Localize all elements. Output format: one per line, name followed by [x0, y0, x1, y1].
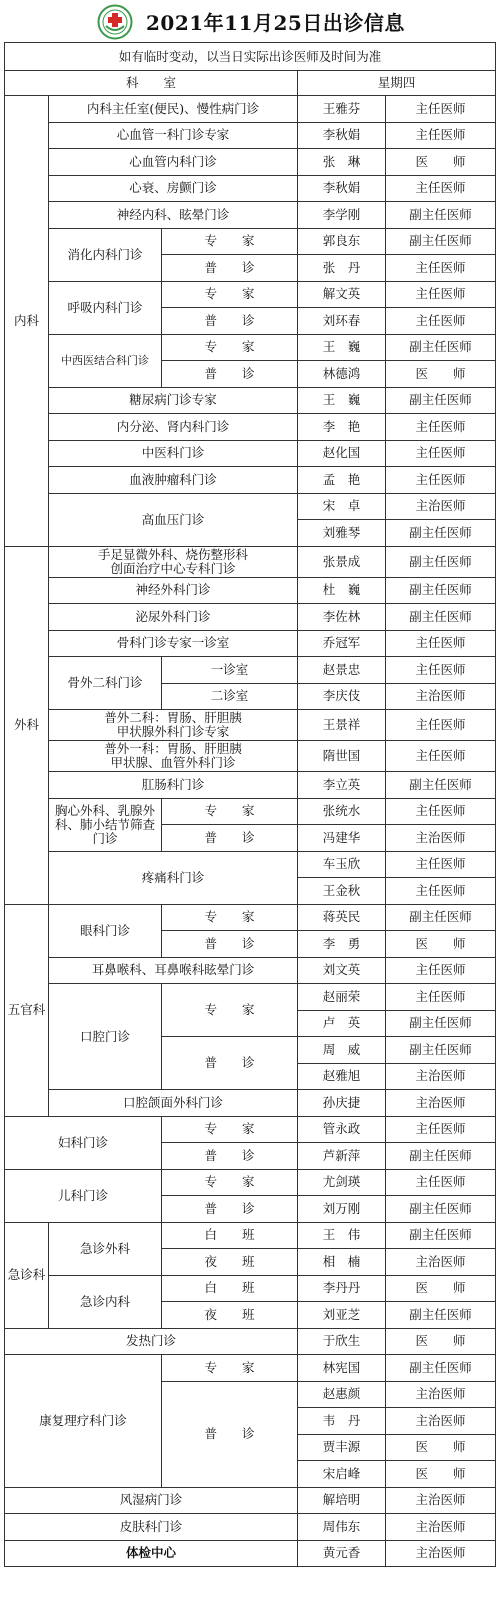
table-row [5, 741, 496, 772]
doctor-title: 副主任医师 [386, 202, 496, 229]
doctor-name: 解培明 [298, 1487, 386, 1514]
doctor-name: 王景祥 [298, 710, 386, 741]
doctor-name: 蒋英民 [298, 904, 386, 931]
visit-type: 普 诊 [162, 1381, 298, 1487]
doctor-title: 主任医师 [386, 657, 496, 684]
table-row [5, 96, 496, 123]
visit-type: 二诊室 [162, 683, 298, 710]
doctor-title: 主任医师 [386, 957, 496, 984]
doctor-title: 副主任医师 [386, 387, 496, 414]
dept-name: 高血压门诊 [49, 493, 298, 546]
table-row [5, 1328, 496, 1355]
doctor-name: 宋 卓 [298, 493, 386, 520]
doctor-title: 主任医师 [386, 440, 496, 467]
visit-type: 普 诊 [162, 825, 298, 852]
dept-name: 皮肤科门诊 [5, 1514, 298, 1541]
table-row [5, 467, 496, 494]
doctor-name: 相 楠 [298, 1249, 386, 1276]
dept-name-line: 甲状腺、血管外科门诊 [110, 755, 236, 770]
dept-name: 泌尿外科门诊 [49, 604, 298, 631]
doctor-name: 李佐林 [298, 604, 386, 631]
doctor-title: 医 师 [386, 1434, 496, 1461]
table-row [5, 414, 496, 441]
doctor-title: 主任医师 [386, 630, 496, 657]
doctor-title: 主治医师 [386, 1063, 496, 1090]
doctor-title: 主治医师 [386, 493, 496, 520]
doctor-name: 张统水 [298, 798, 386, 825]
doctor-title: 医 师 [386, 149, 496, 176]
table-row [5, 577, 496, 604]
doctor-name: 刘万刚 [298, 1196, 386, 1223]
table-row [5, 1090, 496, 1117]
doctor-title: 主治医师 [386, 825, 496, 852]
visit-type: 普 诊 [162, 1037, 298, 1090]
dept-name: 呼吸内科门诊 [49, 281, 162, 334]
doctor-name: 王雅芬 [298, 96, 386, 123]
table-row [5, 657, 496, 684]
doctor-name: 张 琳 [298, 149, 386, 176]
doctor-title: 副主任医师 [386, 334, 496, 361]
doctor-name: 刘环春 [298, 308, 386, 335]
doctor-name: 赵丽荣 [298, 984, 386, 1011]
doctor-name: 赵景忠 [298, 657, 386, 684]
doctor-title: 副主任医师 [386, 772, 496, 799]
doctor-title: 主任医师 [386, 984, 496, 1011]
dept-name: 急诊内科 [49, 1275, 162, 1328]
dept-name: 眼科门诊 [49, 904, 162, 957]
doctor-name: 李立英 [298, 772, 386, 799]
table-row [5, 904, 496, 931]
doctor-name: 王 伟 [298, 1222, 386, 1249]
dept-name: 内科主任室(便民)、慢性病门诊 [49, 96, 298, 123]
dept-name: 神经外科门诊 [49, 577, 298, 604]
dept-name: 血液肿瘤科门诊 [49, 467, 298, 494]
hospital-emblem-icon [97, 4, 133, 40]
table-row [5, 851, 496, 878]
table-row [5, 228, 496, 255]
page-header [0, 0, 500, 42]
doctor-title: 医 师 [386, 1275, 496, 1302]
dept-name: 消化内科门诊 [49, 228, 162, 281]
doctor-title: 主任医师 [386, 255, 496, 282]
table-row [5, 772, 496, 799]
doctor-title: 副主任医师 [386, 228, 496, 255]
section-label: 急诊科 [5, 1222, 49, 1328]
table-row [5, 334, 496, 361]
doctor-title: 主任医师 [386, 878, 496, 905]
column-header-day: 星期四 [298, 71, 496, 96]
visit-type: 专 家 [162, 904, 298, 931]
doctor-name: 车玉欣 [298, 851, 386, 878]
visit-type: 普 诊 [162, 931, 298, 958]
doctor-title: 主任医师 [386, 1169, 496, 1196]
table-row [5, 202, 496, 229]
doctor-name: 宋启峰 [298, 1461, 386, 1488]
doctor-name: 孟 艳 [298, 467, 386, 494]
dept-name: 疼痛科门诊 [49, 851, 298, 904]
section-label: 五官科 [5, 904, 49, 1116]
header-row [5, 71, 496, 96]
dept-name: 肛肠科门诊 [49, 772, 298, 799]
doctor-title: 主任医师 [386, 122, 496, 149]
doctor-title: 副主任医师 [386, 604, 496, 631]
table-row [5, 546, 496, 577]
doctor-title: 主治医师 [386, 1487, 496, 1514]
dept-name: 心血管内科门诊 [49, 149, 298, 176]
doctor-name: 韦 丹 [298, 1408, 386, 1435]
visit-type: 专 家 [162, 1169, 298, 1196]
table-row [5, 1116, 496, 1143]
doctor-name: 周 威 [298, 1037, 386, 1064]
table-row [5, 984, 496, 1011]
dept-name-line: 甲状腺外科门诊专家 [116, 724, 230, 739]
dept-name: 心衰、房颤门诊 [49, 175, 298, 202]
doctor-name: 尤剑瑛 [298, 1169, 386, 1196]
dept-name: 心血管一科门诊专家 [49, 122, 298, 149]
doctor-title: 主任医师 [386, 467, 496, 494]
doctor-title: 医 师 [386, 931, 496, 958]
doctor-name: 芦新萍 [298, 1143, 386, 1170]
doctor-title: 主治医师 [386, 1090, 496, 1117]
table-row [5, 175, 496, 202]
dept-name [49, 710, 298, 741]
table-row [5, 710, 496, 741]
doctor-name: 赵惠颜 [298, 1381, 386, 1408]
doctor-name: 李 勇 [298, 931, 386, 958]
dept-name: 发热门诊 [5, 1328, 298, 1355]
doctor-name: 刘雅琴 [298, 520, 386, 547]
doctor-name: 李丹丹 [298, 1275, 386, 1302]
dept-name: 中医科门诊 [49, 440, 298, 467]
dept-name-line: 普外二科：胃肠、肝胆胰 [104, 710, 242, 725]
table-row [5, 440, 496, 467]
table-row [5, 493, 496, 520]
visit-type: 专 家 [162, 281, 298, 308]
visit-type: 专 家 [162, 984, 298, 1037]
doctor-name: 李庆伎 [298, 683, 386, 710]
doctor-name: 管永政 [298, 1116, 386, 1143]
table-row [5, 1487, 496, 1514]
dept-name [49, 798, 162, 851]
doctor-title: 主任医师 [386, 798, 496, 825]
dept-name: 糖尿病门诊专家 [49, 387, 298, 414]
doctor-name: 刘亚芝 [298, 1302, 386, 1329]
table-row [5, 1169, 496, 1196]
doctor-name: 张景成 [298, 546, 386, 577]
doctor-title: 主治医师 [386, 1408, 496, 1435]
schedule-table [4, 42, 496, 1567]
table-row [5, 604, 496, 631]
column-header-dept: 科 室 [5, 71, 298, 96]
visit-type: 普 诊 [162, 1196, 298, 1223]
doctor-title: 副主任医师 [386, 577, 496, 604]
visit-type: 普 诊 [162, 361, 298, 388]
doctor-title: 医 师 [386, 1328, 496, 1355]
doctor-title: 主治医师 [386, 1381, 496, 1408]
doctor-name: 林宪国 [298, 1355, 386, 1382]
notice-text: 如有临时变动，以当日实际出诊医师及时间为准 [5, 43, 496, 71]
doctor-title: 副主任医师 [386, 1143, 496, 1170]
doctor-name: 王金秋 [298, 878, 386, 905]
section-label: 内科 [5, 96, 49, 547]
doctor-title: 副主任医师 [386, 520, 496, 547]
doctor-name: 乔冠军 [298, 630, 386, 657]
dept-name: 急诊外科 [49, 1222, 162, 1275]
visit-type: 专 家 [162, 228, 298, 255]
doctor-name: 孙庆捷 [298, 1090, 386, 1117]
doctor-title: 副主任医师 [386, 904, 496, 931]
doctor-title: 主任医师 [386, 710, 496, 741]
doctor-title: 副主任医师 [386, 1222, 496, 1249]
visit-type: 白 班 [162, 1275, 298, 1302]
doctor-title: 医 师 [386, 361, 496, 388]
doctor-title: 主任医师 [386, 414, 496, 441]
visit-type: 专 家 [162, 1355, 298, 1382]
dept-name-line: 门诊 [92, 830, 118, 846]
dept-name-line: 科、肺小结节筛查 [54, 816, 155, 832]
dept-name: 骨科门诊专家一诊室 [49, 630, 298, 657]
doctor-name: 赵雅旭 [298, 1063, 386, 1090]
table-row [5, 1540, 496, 1567]
dept-name: 中西医结合科门诊 [49, 334, 162, 387]
doctor-name: 赵化国 [298, 440, 386, 467]
doctor-title: 副主任医师 [386, 1355, 496, 1382]
doctor-name: 杜 巍 [298, 577, 386, 604]
dept-name-line: 创面治疗中心专科门诊 [110, 560, 236, 576]
doctor-title: 主任医师 [386, 851, 496, 878]
doctor-title: 主治医师 [386, 683, 496, 710]
table-row [5, 798, 496, 825]
doctor-name: 张 丹 [298, 255, 386, 282]
doctor-name: 李 艳 [298, 414, 386, 441]
visit-type: 夜 班 [162, 1249, 298, 1276]
table-row [5, 957, 496, 984]
dept-name [49, 741, 298, 772]
dept-name: 体检中心 [5, 1540, 298, 1567]
doctor-name: 李秋娟 [298, 175, 386, 202]
visit-type: 普 诊 [162, 1143, 298, 1170]
dept-name-line: 普外一科：胃肠、肝胆胰 [104, 741, 242, 756]
table-row [5, 1275, 496, 1302]
doctor-title: 医 师 [386, 1461, 496, 1488]
dept-name: 口腔门诊 [49, 984, 162, 1090]
doctor-title: 主任医师 [386, 1116, 496, 1143]
doctor-title: 副主任医师 [386, 1037, 496, 1064]
doctor-title: 主任医师 [386, 96, 496, 123]
table-row [5, 122, 496, 149]
doctor-name: 贾丰源 [298, 1434, 386, 1461]
doctor-title: 主任医师 [386, 175, 496, 202]
doctor-title: 主治医师 [386, 1249, 496, 1276]
table-row [5, 149, 496, 176]
visit-type: 专 家 [162, 1116, 298, 1143]
notice-row [5, 43, 496, 71]
doctor-name: 王 巍 [298, 334, 386, 361]
visit-type: 夜 班 [162, 1302, 298, 1329]
doctor-title: 副主任医师 [386, 1010, 496, 1037]
doctor-name: 李学刚 [298, 202, 386, 229]
doctor-name: 周伟东 [298, 1514, 386, 1541]
dept-name: 康复理疗科门诊 [5, 1355, 162, 1488]
doctor-title: 副主任医师 [386, 546, 496, 577]
visit-type: 专 家 [162, 334, 298, 361]
doctor-title: 副主任医师 [386, 1196, 496, 1223]
doctor-name: 林德鸿 [298, 361, 386, 388]
table-row [5, 387, 496, 414]
doctor-name: 冯建华 [298, 825, 386, 852]
doctor-name: 王 巍 [298, 387, 386, 414]
visit-type: 普 诊 [162, 255, 298, 282]
doctor-title: 主治医师 [386, 1540, 496, 1567]
doctor-name: 李秋娟 [298, 122, 386, 149]
dept-name: 内分泌、肾内科门诊 [49, 414, 298, 441]
dept-name: 骨外二科门诊 [49, 657, 162, 710]
dept-name: 耳鼻喉科、耳鼻喉科眩晕门诊 [49, 957, 298, 984]
visit-type: 白 班 [162, 1222, 298, 1249]
doctor-name: 郭良东 [298, 228, 386, 255]
doctor-name: 卢 英 [298, 1010, 386, 1037]
doctor-title: 主任医师 [386, 281, 496, 308]
page-title: 2021年11月25日出诊信息 [146, 11, 405, 35]
visit-type: 专 家 [162, 798, 298, 825]
doctor-name: 隋世国 [298, 741, 386, 772]
table-row [5, 1222, 496, 1249]
dept-name: 妇科门诊 [5, 1116, 162, 1169]
dept-name: 儿科门诊 [5, 1169, 162, 1222]
doctor-name: 解文英 [298, 281, 386, 308]
doctor-title: 副主任医师 [386, 1302, 496, 1329]
dept-name: 风湿病门诊 [5, 1487, 298, 1514]
doctor-name: 刘文英 [298, 957, 386, 984]
dept-name [49, 546, 298, 577]
section-label: 外科 [5, 546, 49, 904]
doctor-title: 主任医师 [386, 741, 496, 772]
table-row [5, 1514, 496, 1541]
table-row [5, 630, 496, 657]
table-row [5, 1355, 496, 1382]
dept-name-line: 胸心外科、乳腺外 [54, 802, 155, 818]
doctor-title: 主治医师 [386, 1514, 496, 1541]
table-row [5, 281, 496, 308]
dept-name-line: 手足显微外科、烧伤整形科 [97, 546, 248, 562]
doctor-name: 于欣生 [298, 1328, 386, 1355]
dept-name: 口腔颌面外科门诊 [49, 1090, 298, 1117]
visit-type: 普 诊 [162, 308, 298, 335]
doctor-name: 黄元香 [298, 1540, 386, 1567]
doctor-title: 主任医师 [386, 308, 496, 335]
visit-type: 一诊室 [162, 657, 298, 684]
dept-name: 神经内科、眩晕门诊 [49, 202, 298, 229]
